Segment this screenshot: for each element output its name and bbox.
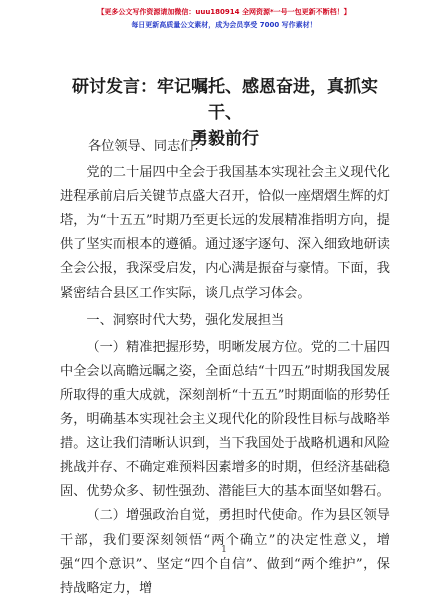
section-heading-1: 一、洞察时代大势，强化发展担当	[86, 312, 285, 328]
paragraph-1-1: （一）精准把握形势，明晰发展方位。党的二十届四中全会以高瞻远瞩之姿，全面总结“十四五”时期我国发展所取得的重大成就，深刻剖析“十五五”时期面临的形势任务，明确基本实现社会主义现代化的阶段性目标与战略举措。这让我们清晰认识到，当下我国处于战略机遇和风险挑战并存、不确定难预料因素增多的时期，但经济基础稳固、优势众多、韧性强劲、潜能巨大的基本面坚如磐石。	[60, 339, 390, 500]
page-number: 1	[221, 545, 227, 555]
paragraph-1-2: （二）增强政治自觉，勇担时代使命。作为县区领导干部，我们要深刻领悟“两个确立”的决定性意义，增强“四个意识”、坚定“四个自信”、做到“两个维护”，保持战略定力，增	[60, 508, 390, 596]
document-body	[60, 135, 390, 601]
title-line-2: 勇毅前行	[191, 129, 259, 149]
header-banner-promo: 【更多公文写作资源请加微信：uuu180914 全网资源*一号一包更新不断档！】	[97, 8, 351, 16]
title-line-1: 研讨发言：牢记嘱托、感恩奋进，真抓实干、	[72, 77, 378, 123]
paragraph-intro: 党的二十届四中全会于我国基本实现社会主义现代化进程承前启后关键节点盛大召开，恰似一座熠熠生辉的灯塔，为“十五五”时期乃至更长远的发展精准指明方向，提供了坚实而根本的遵循。通过逐字逐句、深入细致地研读全会公报，我深受启发，内心满是振奋与豪情。下面，我紧密结合县区工作实际，谈几点学习体会。	[60, 165, 390, 301]
salutation: 各位领导、同志们：	[88, 139, 207, 154]
header-banner-subtitle: 每日更新高质量公文素材，成为会员享受 7000 写作素材！	[131, 21, 317, 29]
